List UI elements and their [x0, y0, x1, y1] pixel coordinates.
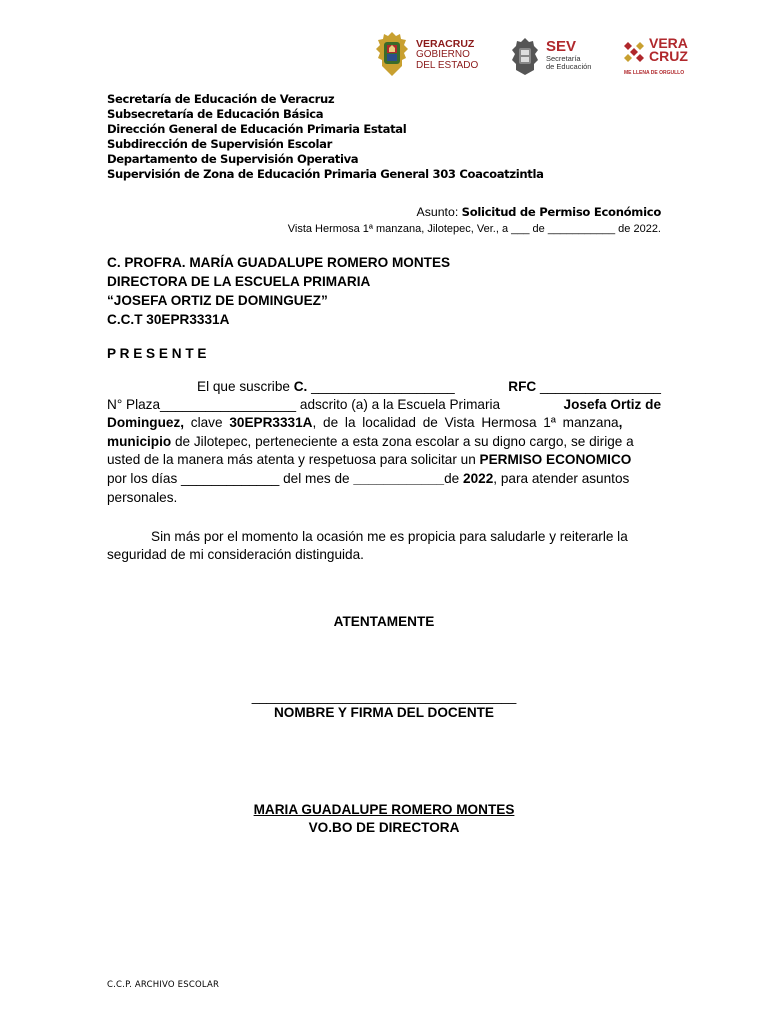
ccp-footer: C.C.P. ARCHIVO ESCOLAR — [107, 980, 220, 990]
body-l3-b: clave — [184, 415, 230, 430]
body-l6-c: de — [444, 471, 464, 486]
subject-line — [417, 205, 661, 219]
sev-shield-icon — [510, 36, 540, 76]
body-l6-e: , para atender asuntos — [493, 471, 630, 486]
closing-line-2: seguridad de mi consideración distinguida. — [107, 547, 364, 562]
body-line-5 — [107, 452, 661, 467]
body-l3-e: , — [618, 415, 623, 430]
atentamente-label: ATENTAMENTE — [333, 614, 435, 629]
addressee-name: C. PROFRA. MARÍA GUADALUPE ROMERO MONTES — [107, 255, 451, 270]
body-line-2 — [107, 397, 661, 412]
institution-line-5: Departamento de Supervisión Operativa — [107, 152, 359, 166]
body-l2-a: N° Plaza__________________ adscrito (a) a la Escuela Primaria — [107, 397, 501, 412]
sev-logo-line2: de Educación — [546, 61, 592, 71]
body-l3-c: 30EPR3331A — [229, 415, 313, 430]
body-line-4 — [107, 434, 661, 449]
teacher-signature-label: NOMBRE Y FIRMA DEL DOCENTE — [273, 705, 495, 720]
sev-logo-name: SEV — [546, 38, 577, 55]
body-line-1 — [197, 379, 661, 394]
institution-line-1: Secretaría de Educación de Veracruz — [107, 92, 335, 106]
body-l6-a: por los días _____________ del mes de — [107, 471, 354, 486]
institution-line-2: Subsecretaría de Educación Básica — [107, 107, 324, 121]
place-date-line: Vista Hermosa 1ª manzana, Jilotepec, Ver., a ___ de ___________ de 2022. — [287, 223, 661, 235]
body-line-6 — [107, 471, 661, 486]
closing-line-1: Sin más por el momento la ocasión me es propicia para saludarle y reiterarle la — [151, 529, 628, 544]
body-l6-d: 2022 — [463, 471, 494, 486]
presente-heading: P R E S E N T E — [107, 346, 207, 361]
institution-line-6: Supervisión de Zona de Educación Primaria General 303 Coacoatzintla — [107, 167, 544, 181]
brand-logo-tagline: ME LLENA DE ORGULLO — [624, 70, 685, 76]
body-l4-a: municipio — [107, 434, 172, 449]
gobierno-veracruz-logo — [374, 30, 482, 80]
brand-pattern-icon — [622, 40, 646, 66]
body-l3-a: Dominguez, — [107, 415, 185, 430]
body-l4-b: de Jilotepec, perteneciente a esta zona escolar a su digno cargo, se dirige a — [171, 434, 634, 449]
addressee-cct: C.C.T 30EPR3331A — [107, 312, 230, 327]
body-l1-b: C. — [293, 379, 308, 394]
veracruz-brand-logo — [622, 36, 694, 78]
body-l1-e: ________________ — [536, 379, 661, 394]
signature-line: ___________________________________ — [251, 689, 517, 704]
subject-label: Asunto: — [416, 205, 462, 219]
gobierno-logo-line3: DEL ESTADO — [416, 59, 479, 71]
gobierno-logo-line2: GOBIERNO — [416, 49, 470, 61]
body-l5-b: PERMISO ECONOMICO — [479, 452, 632, 467]
body-l1-a: El que suscribe — [197, 379, 294, 394]
addressee-school: “JOSEFA ORTIZ DE DOMINGUEZ” — [107, 293, 328, 308]
gobierno-logo-line1: VERACRUZ — [416, 38, 475, 50]
body-line-7: personales. — [107, 490, 178, 505]
body-l1-d: RFC — [508, 379, 537, 394]
brand-logo-line1: VERA — [649, 35, 688, 51]
brand-logo-line2: CRUZ — [649, 48, 688, 65]
institution-line-4: Subdirección de Supervisión Escolar — [107, 137, 332, 151]
body-l5-a: usted de la manera más atenta y respetuosa para solicitar un — [107, 452, 480, 467]
addressee-title: DIRECTORA DE LA ESCUELA PRIMARIA — [107, 274, 371, 289]
institution-line-3: Dirección General de Educación Primaria Estatal — [107, 122, 407, 136]
body-line-3 — [107, 415, 661, 430]
director-name: MARIA GUADALUPE ROMERO MONTES — [253, 802, 515, 817]
sev-logo-line1: Secretaría — [546, 53, 581, 63]
body-l3-d: , de la localidad de Vista Hermosa 1ª manzana — [312, 415, 619, 430]
director-approval-label: VO.BO DE DIRECTORA — [308, 820, 460, 835]
sev-logo — [510, 36, 594, 76]
subject-value: Solicitud de Permiso Económico — [461, 205, 661, 219]
body-l2-b: Josefa Ortiz de — [563, 397, 661, 412]
body-l1-c: ___________________ — [307, 379, 455, 394]
coat-of-arms-icon — [374, 30, 410, 80]
body-l6-b: ____________ — [353, 471, 445, 486]
